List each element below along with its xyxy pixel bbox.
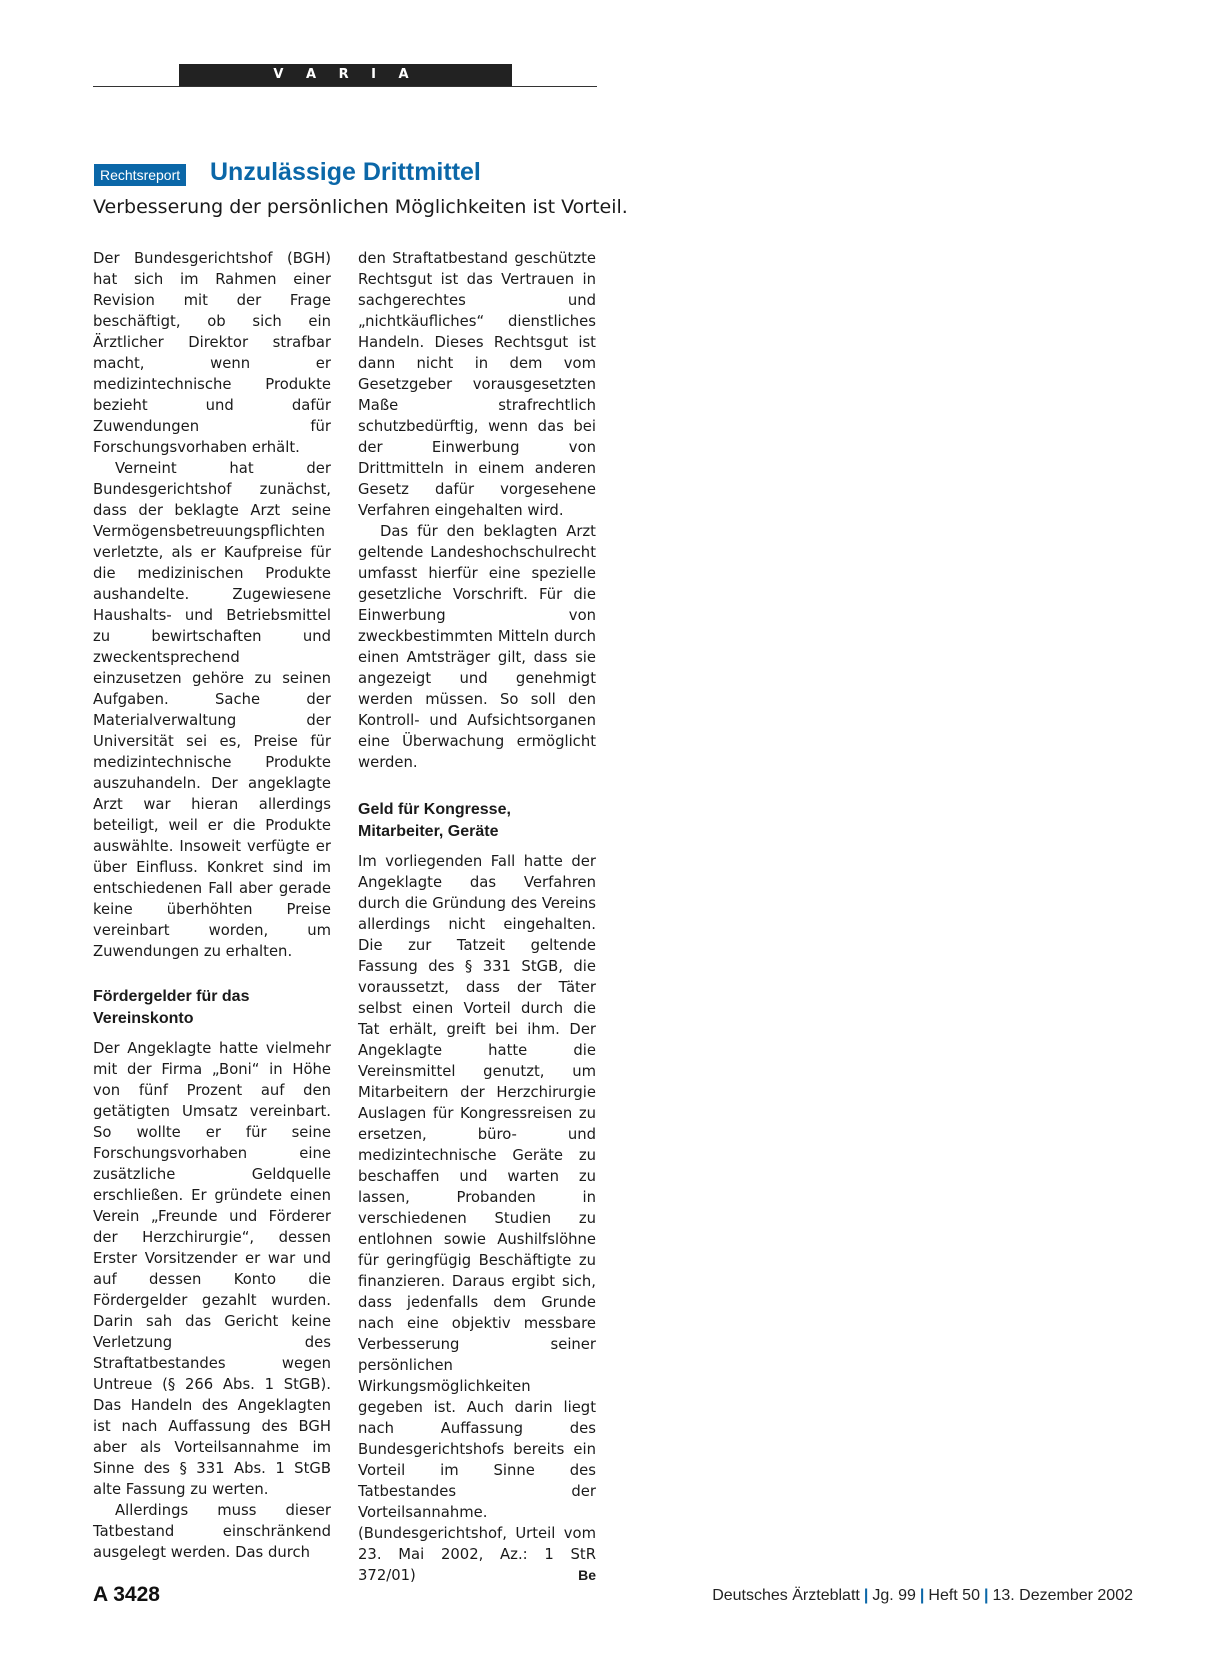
- issue-date: 13. Dezember 2002: [992, 1587, 1133, 1604]
- article-title: Unzulässige Drittmittel: [210, 158, 481, 186]
- section-label: V A R I A: [179, 64, 512, 86]
- article-column-left: [93, 248, 331, 1563]
- section-heading: Fördergelder für das Vereinskonto: [93, 988, 250, 1027]
- paragraph: [358, 851, 596, 1586]
- article-subtitle: Verbesserung der persönlichen Möglichkeiten ist Vorteil.: [93, 196, 628, 218]
- article-column-right: [358, 248, 596, 1586]
- author-signature: Be: [578, 1567, 596, 1583]
- paragraph: Allerdings muss dieser Tatbestand einschränkend ausgelegt werden. Das durch: [93, 1502, 331, 1561]
- paragraph-text: Im vorliegenden Fall hatte der Angeklagte das Verfahren durch die Gründung des Vereins allerdings nicht eingehalten. Die zur Tatzeit geltende Fassung des § 331 StGB, die voraussetzt, dass der Täter selbst einen Vorteil durch die Tat erhält, greift bei ihm. Der Angeklagte hatte die Vereinsmittel genutzt, um Mitarbeitern der Herzchirurgie Auslagen für Kongressreisen zu ersetzen, büro- und medizintechnische Geräte zu beschaffen und warten zu lassen, Probanden in verschiedenen Studien zu entlohnen sowie Aushilfslöhne für geringfügig Beschäftigte zu finanzieren. Daraus ergibt sich, dass jedenfalls dem Grunde nach eine objektiv messbare Verbesserung seiner persönlichen Wirkungsmöglichkeiten gegeben ist. Auch darin liegt nach Auffassung des Bundesgerichtshofs bereits ein Vorteil im Sinne des Tatbestandes der Vorteilsannahme. (Bundesgerichtshof, Urteil vom 23. Mai 2002, Az.: 1 StR 372/01): [358, 853, 596, 1584]
- footer-citation: [712, 1587, 1133, 1605]
- paragraph: den Straftatbestand geschützte Rechtsgut ist das Vertrauen in sachgerechtes und „nichtkäufliches“ dienstliches Handeln. Dieses Rechtsgut ist dann nicht in dem vom Gesetzgeber vorausgesetzten Maße strafrechtlich schutzbedürftig, wenn das bei der Einwerbung von Drittmitteln in einem anderen Gesetz dafür vorgesehene Verfahren eingehalten wird.: [358, 250, 596, 519]
- journal-name: Deutsches Ärzteblatt: [712, 1587, 860, 1604]
- header-rule: [93, 86, 597, 87]
- volume: Jg. 99: [872, 1587, 916, 1604]
- paragraph: Der Angeklagte hatte vielmehr mit der Firma „Boni“ in Höhe von fünf Prozent auf den getätigten Umsatz vereinbart. So wollte er für seine Forschungsvorhaben eine zusätzliche Geldquelle erschließen. Er gründete einen Verein „Freunde und Förderer der Herzchirurgie“, dessen Erster Vorsitzender er war und auf dessen Konto die Fördergelder gezahlt wurden. Darin sah das Gericht keine Verletzung des Straftatbestandes wegen Untreue (§ 266 Abs. 1 StGB). Das Handeln des Angeklagten ist nach Auffassung des BGH aber als Vorteilsannahme im Sinne des § 331 Abs. 1 StGB alte Fassung zu werten.: [93, 1040, 331, 1498]
- paragraph: Verneint hat der Bundesgerichtshof zunächst, dass der beklagte Arzt seine Vermögensbetreuungspflichten verletzte, als er Kaufpreise für die medizinischen Produkte aushandelte. Zugewiesene Haushalts- und Betriebsmittel zu bewirtschaften und zweckentsprechend einzusetzen gehöre zu seinen Aufgaben. Sache der Materialverwaltung der Universität sei es, Preise für medizintechnische Produkte auszuhandeln. Der angeklagte Arzt war hieran allerdings beteiligt, weil er die Produkte auswählte. Insoweit verfügte er über Einfluss. Konkret sind im entschiedenen Fall aber gerade keine überhöhten Preise vereinbart worden, um Zuwendungen zu erhalten.: [93, 460, 331, 960]
- section-heading: Geld für Kongresse, Mitarbeiter, Geräte: [358, 801, 511, 840]
- paragraph: Der Bundesgerichtshof (BGH) hat sich im Rahmen einer Revision mit der Frage beschäftigt, ob sich ein Ärztlicher Direktor strafbar macht, wenn er medizintechnische Produkte bezieht und dafür Zuwendungen für Forschungsvorhaben erhält.: [93, 250, 331, 456]
- issue: Heft 50: [928, 1587, 980, 1604]
- article-category-tag: Rechtsreport: [94, 164, 186, 186]
- separator: |: [919, 1587, 925, 1604]
- separator: |: [863, 1587, 869, 1604]
- paragraph: Das für den beklagten Arzt geltende Landeshochschulrecht umfasst hierfür eine spezielle gesetzliche Vorschrift. Für die Einwerbung von zweckbestimmten Mitteln durch einen Amtsträger gilt, dass sie angezeigt und genehmigt werden müssen. So soll den Kontroll- und Aufsichtsorganen eine Überwachung ermöglicht werden.: [358, 523, 596, 771]
- page-number: A 3428: [93, 1583, 160, 1606]
- separator: |: [983, 1587, 989, 1604]
